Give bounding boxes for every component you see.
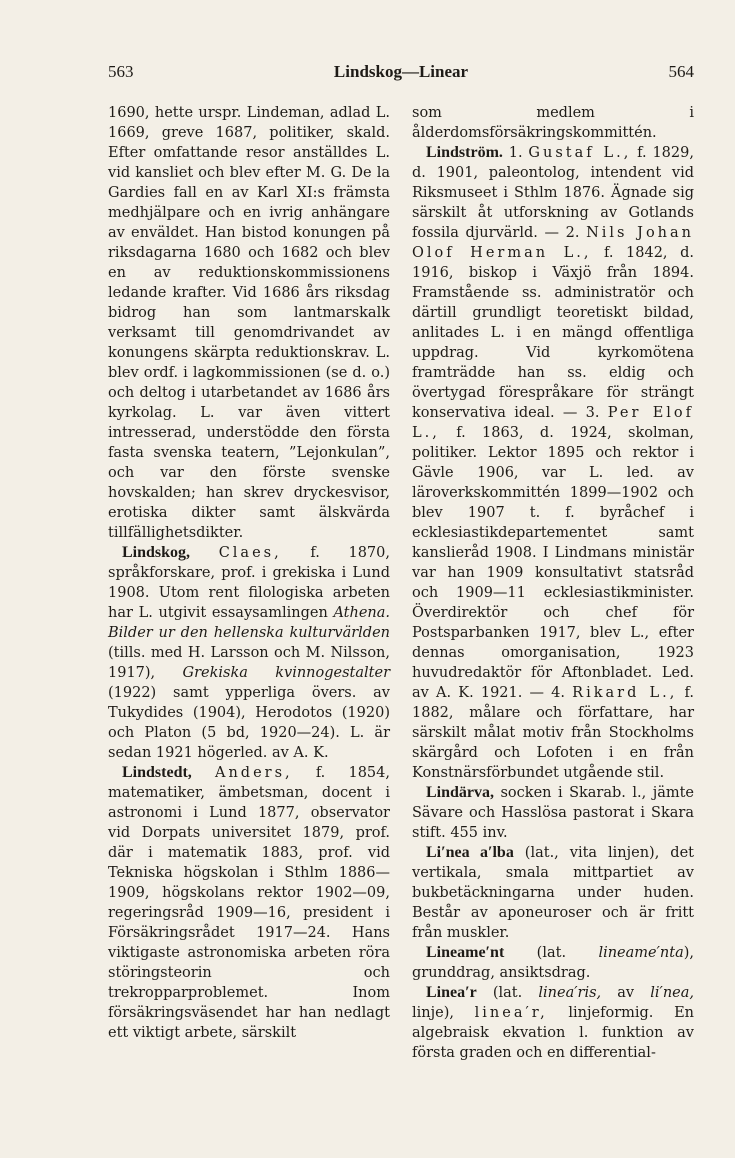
entry-lindstrom <box>412 143 694 783</box>
entry-lindskog <box>108 543 390 763</box>
entry-text: av <box>601 985 651 1001</box>
entry-linea-alba <box>412 843 694 943</box>
page-number-right: 564 <box>668 62 694 81</box>
entry-text: (lat. <box>476 985 539 1001</box>
entry-text: 1. <box>502 145 529 161</box>
entry-text: linje), <box>412 1005 475 1021</box>
entry-text: ), grunddrag, ansiktsdrag. <box>412 945 694 981</box>
entry-linear <box>412 983 694 1063</box>
lindstedt-continued-entry: som medlem i ålderdomsförsäkringskommittén. <box>412 105 694 141</box>
book-title: Grekiska kvinnogestalter <box>182 665 390 681</box>
entry-text: f. 1829, d. 1901, paleontolog, intendent vid Riksmuseet i Sthlm 1876. Ägnade sig särskilt åt utforskning av Gotlands fossila djurvärld. — 2. <box>412 145 694 241</box>
entry-text: (1922) samt ypperliga övers. av Tukydides (1904), Herodotos (1920) och Platon (5 bd, 1920—24). L. är sedan 1921 högerled. av A. K. <box>108 685 390 761</box>
entry-text: f. 1882, målare och författare, har särskilt målat motiv från Stockholms skärgård och Lofoten i en från Konstnärsförbundet utgående stil. <box>412 685 695 781</box>
headword: Lindstedt, <box>122 764 192 781</box>
page-number-left: 563 <box>108 62 134 81</box>
entry-text: (lat. <box>504 945 599 961</box>
left-column <box>108 103 390 1043</box>
person-name: Nils Johan Olof Herman L., <box>412 225 694 261</box>
running-title: Lindskog—Linear <box>333 62 469 81</box>
entry-text: f. 1870, språkforskare, prof. i grekiska i Lund 1908. Utom rent filologiska arbeten har L. utgivit essaysamlingen <box>108 545 390 621</box>
person-name: Claes, <box>218 545 282 561</box>
latin-term: li′nea, <box>650 985 694 1001</box>
entry-text: (tills. med H. Larsson och M. Nilsson, 1917), <box>108 645 390 681</box>
entry-text: socken i Skarab. l., jämte Sävare och Hasslösa pastorat i Skara stift. 455 inv. <box>412 785 694 841</box>
person-name: Gustaf L., <box>528 145 632 161</box>
headword: Lindström. <box>426 144 503 161</box>
spaced-term: linea′r, <box>474 1005 548 1021</box>
right-column <box>412 103 694 1063</box>
headword: Lineame′nt <box>426 944 505 961</box>
entry-text: linjeformig. En algebraisk ekvation l. funktion av första graden och en differential- <box>412 1005 694 1061</box>
page-header <box>108 62 694 90</box>
entry-lineament <box>412 943 694 983</box>
headword: Lindärva, <box>426 784 495 801</box>
person-name: Per Elof L., <box>412 405 695 441</box>
latin-term: lineame′nta <box>598 945 684 961</box>
entry-text: (lat., vita linjen), det vertikala, smala mittpartiet av bukbetäckningarna under huden. Består av aponeuroser och är fritt från muskler. <box>412 845 694 941</box>
book-title: Athena. Bilder ur den hellenska kulturvärlden <box>108 605 390 641</box>
entry-text: f. 1842, d. 1916, biskop i Växjö från 1894. Framstående ss. administratör och därtill grundligt teoretiskt bildad, anlitades L. i en mängd offentliga uppdrag. Vid kyrkomötena framträdde han ss. eldig och övertygad förespråkare för strängt konservativa ideal. — 3. <box>412 245 694 421</box>
person-name: Anders, <box>214 765 293 781</box>
latin-term: linea′ris, <box>538 985 602 1001</box>
headword: Li′nea a′lba <box>426 844 514 861</box>
entry-text: f. 1863, d. 1924, skolman, politiker. Lektor 1895 och rektor i Gävle 1906, var L. led. av läroverkskommittén 1899—1902 och blev 1907 t. f. byråchef i ecklesiastikdepartementet samt kanslieråd 1908. I Lindmans ministär var han 1909 konsultativt statsråd och 1909—11 ecklesiastikminister. Överdirektör och chef för Postsparbanken 1917, blev L., efter dennas omorganisation, 1923 huvudredaktör för Aftonbladet. Led. av A. K. 1921. — 4. <box>412 425 694 701</box>
headword: Linea′r <box>426 984 477 1001</box>
headword: Lindskog, <box>122 544 191 561</box>
lindeman-continued-entry: 1690, hette urspr. Lindeman, adlad L. 1669, greve 1687, politiker, skald. Efter omfattande resor anställdes L. vid kansliet och blev efter M. G. De la Gardies fall en av Karl XI:s främsta medhjälpare och en ivrig anhängare av enväldet. Han bistod konungen på riksdagarna 1680 och 1682 och blev en av reduktionskommissionens ledande krafter. Vid 1686 års riksdag bidrog han som lantmarskalk verksamt till genomdrivandet av konungens skärpta reduktionskrav. L. blev ordf. i lagkommissionen (se d. o.) och deltog i utarbetandet av 1686 års kyrkolag. L. var även vittert intresserad, understödde den första fasta svenska teatern, ”Lejonkulan”, och var den förste svenske hovskalden; han skrev dryckesvisor, erotiska dikter samt älskvärda tillfällighetsdikter. <box>108 105 390 541</box>
person-name: Rikard L., <box>572 685 678 701</box>
entry-lindarva <box>412 783 694 843</box>
entry-text: f. 1854, matematiker, ämbetsman, docent i astronomi i Lund 1877, observator vid Dorpats universitet 1879, prof. där i matematik 1883, prof. vid Tekniska högskolan i Sthlm 1886—1909, högskolans rektor 1902—09, regeringsråd 1909—16, president i Försäkringsrådet 1917—24. Hans viktigaste astronomiska arbeten röra störingsteorin och trekropparproblemet. Inom försäkringsväsendet har han nedlagt ett viktigt arbete, särskilt <box>108 765 390 1041</box>
entry-lindstedt <box>108 763 390 1043</box>
